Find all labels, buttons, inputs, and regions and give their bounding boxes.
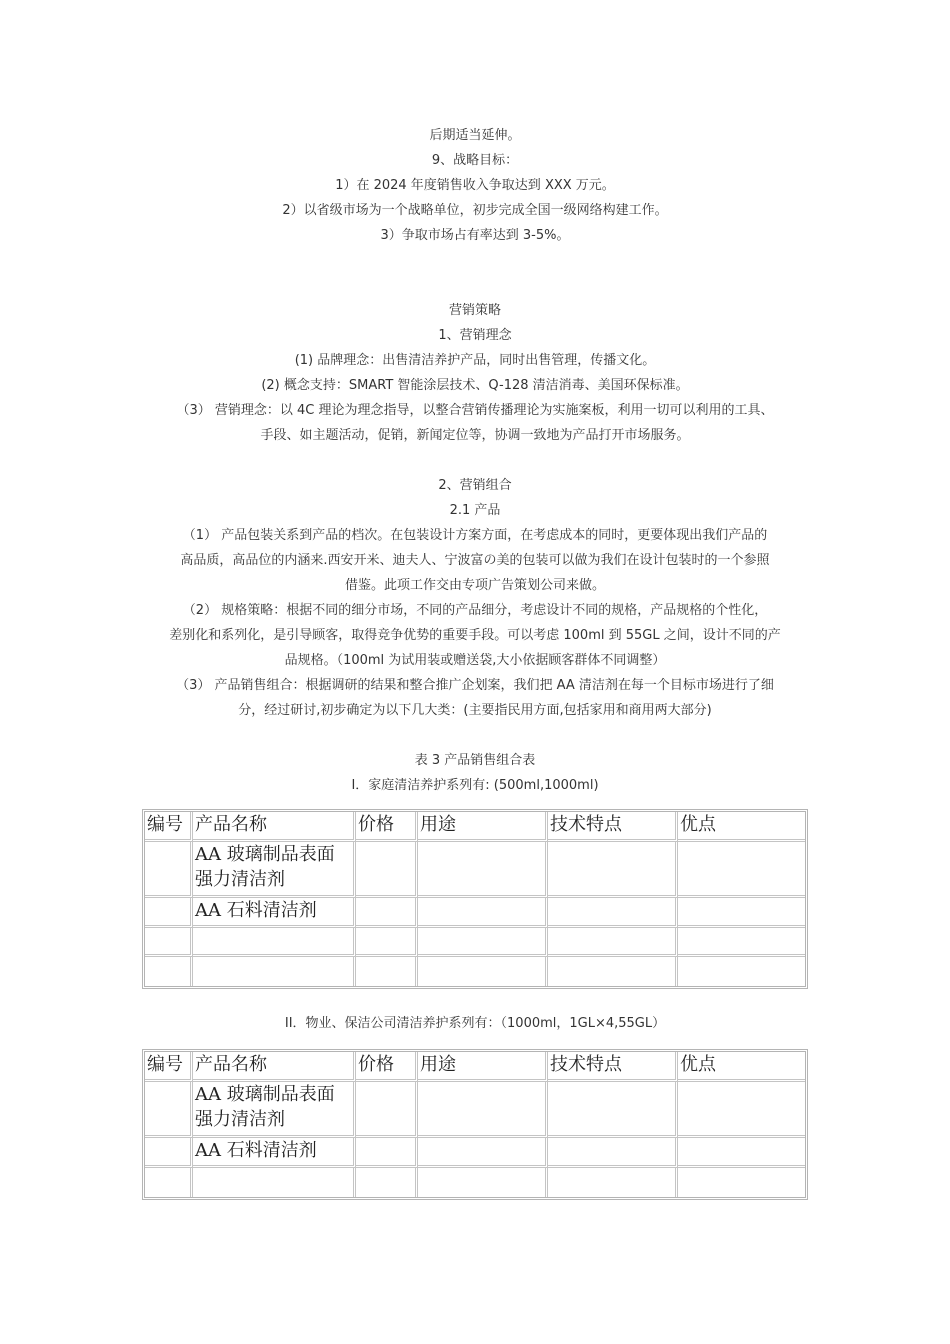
table-cell — [678, 957, 805, 986]
table-cell: AA 石料清洁剂 — [193, 1138, 356, 1168]
table-header-cell: 产品名称 — [193, 812, 356, 842]
table-header-cell: 优点 — [678, 1052, 805, 1082]
paragraph-line: 差别化和系列化，是引导顾客，取得竞争优势的重要手段。可以考虑 100ml 到 55GL 之间，设计不同的产 — [169, 628, 781, 643]
table-cell — [548, 1168, 678, 1197]
paragraph-line: (2) 概念支持：SMART 智能涂层技术、Q-128 清洁消毒、美国环保标准。 — [261, 378, 689, 393]
table-cell — [418, 1082, 548, 1138]
table-row — [145, 928, 805, 957]
table-cell — [145, 957, 193, 986]
paragraph-line: 借鉴。此项工作交由专项广告策划公司来做。 — [344, 578, 605, 593]
table-row — [145, 1168, 805, 1197]
table-cell — [356, 898, 418, 928]
table-header-row — [145, 1052, 805, 1082]
table-cell — [418, 898, 548, 928]
table-header-cell: 技术特点 — [548, 1052, 678, 1082]
table-cell — [678, 1082, 805, 1138]
paragraph-line: 1）在 2024 年度销售收入争取达到 XXX 万元。 — [335, 178, 615, 193]
paragraph-line: (1) 品牌理念：出售清洁养护产品，同时出售管理，传播文化。 — [294, 353, 656, 368]
table-row — [145, 842, 805, 898]
table-cell — [418, 928, 548, 957]
table-cell — [678, 842, 805, 898]
table-row — [145, 898, 805, 928]
table-row — [145, 957, 805, 986]
table-cell — [548, 1138, 678, 1168]
table-cell — [145, 1082, 193, 1138]
table-cell — [678, 928, 805, 957]
paragraph-line: 3）争取市场占有率达到 3-5%。 — [380, 228, 570, 243]
paragraph-line: （2） 规格策略：根据不同的细分市场，不同的产品细分，考虑设计不同的规格，产品规格的个性化， — [182, 603, 768, 618]
table-header-cell: 用途 — [418, 1052, 548, 1082]
table-cell — [145, 1168, 193, 1197]
table-cell: AA 玻璃制品表面强力清洁剂 — [193, 1082, 356, 1138]
table-cell — [356, 1082, 418, 1138]
table-cell — [356, 842, 418, 898]
table-cell — [548, 957, 678, 986]
table-cell — [548, 898, 678, 928]
table-cell — [356, 957, 418, 986]
table-header-row — [145, 812, 805, 842]
section-heading: 2、营销组合 — [438, 478, 512, 493]
product-table-household — [142, 809, 808, 989]
paragraph-line: 2）以省级市场为一个战略单位，初步完成全国一级网络构建工作。 — [282, 203, 668, 218]
table-cell — [356, 928, 418, 957]
table-header-cell: 优点 — [678, 812, 805, 842]
table-cell — [193, 957, 356, 986]
paragraph-line: 手段、如主题活动，促销，新闻定位等，协调一致地为产品打开市场服务。 — [260, 428, 690, 443]
table-cell — [418, 1168, 548, 1197]
table-cell — [193, 1168, 356, 1197]
table-cell — [145, 1138, 193, 1168]
table-cell — [548, 842, 678, 898]
table-header-cell: 价格 — [356, 812, 418, 842]
table-cell — [356, 1138, 418, 1168]
paragraph-line: （3） 营销理念：以 4C 理论为理念指导，以整合营销传播理论为实施案板，利用一切可以利用的工具、 — [176, 403, 774, 418]
table-cell — [193, 928, 356, 957]
table-cell: AA 石料清洁剂 — [193, 898, 356, 928]
paragraph-line: （1） 产品包装关系到产品的档次。在包装设计方案方面，在考虑成本的同时，更要体现出我们产品的 — [182, 528, 768, 543]
table-subtitle: II．物业、保洁公司清洁养护系列有：（1000ml，1GL×4,55GL） — [284, 1016, 666, 1031]
paragraph-line: 分，经过研讨,初步确定为以下几大类：(主要指民用方面,包括家用和商用两大部分) — [238, 703, 712, 718]
section-heading: 1、营销理念 — [438, 328, 512, 343]
paragraph-line: 高品质，高品位的内涵来.西安开米、迪夫人、宁波富の美的包装可以做为我们在设计包装时的一个参照 — [180, 553, 770, 568]
section-heading: 2.1 产品 — [449, 503, 501, 518]
table-cell — [678, 898, 805, 928]
table-row — [145, 1138, 805, 1168]
table-cell — [356, 1168, 418, 1197]
table-header-cell: 技术特点 — [548, 812, 678, 842]
table-cell — [145, 898, 193, 928]
table-header-cell: 价格 — [356, 1052, 418, 1082]
table-row — [145, 1082, 805, 1138]
table-cell — [548, 928, 678, 957]
product-table-property — [142, 1049, 808, 1200]
section-heading: 9、战略目标： — [431, 153, 519, 168]
table-header-cell: 编号 — [145, 812, 193, 842]
table-cell — [145, 842, 193, 898]
table-header-cell: 用途 — [418, 812, 548, 842]
table-cell — [418, 957, 548, 986]
section-heading: 营销策略 — [448, 303, 501, 318]
table-cell — [418, 842, 548, 898]
paragraph-line: （3） 产品销售组合：根据调研的结果和整合推广企划案，我们把 AA 清洁剂在每一个目标市场进行了细 — [176, 678, 774, 693]
table-header-cell: 产品名称 — [193, 1052, 356, 1082]
table-caption: 表 3 产品销售组合表 — [414, 753, 536, 768]
table-header-cell: 编号 — [145, 1052, 193, 1082]
table-subtitle: I．家庭清洁养护系列有: (500ml,1000ml) — [351, 778, 599, 793]
table-cell — [418, 1138, 548, 1168]
table-cell — [678, 1138, 805, 1168]
table-cell — [678, 1168, 805, 1197]
table-cell — [145, 928, 193, 957]
table-cell — [548, 1082, 678, 1138]
table-cell: AA 玻璃制品表面强力清洁剂 — [193, 842, 356, 898]
paragraph-line: 品规格。（100ml 为试用装或赠送袋,大小依据顾客群体不同调整） — [284, 653, 666, 668]
paragraph-line: 后期适当延伸。 — [429, 128, 521, 143]
